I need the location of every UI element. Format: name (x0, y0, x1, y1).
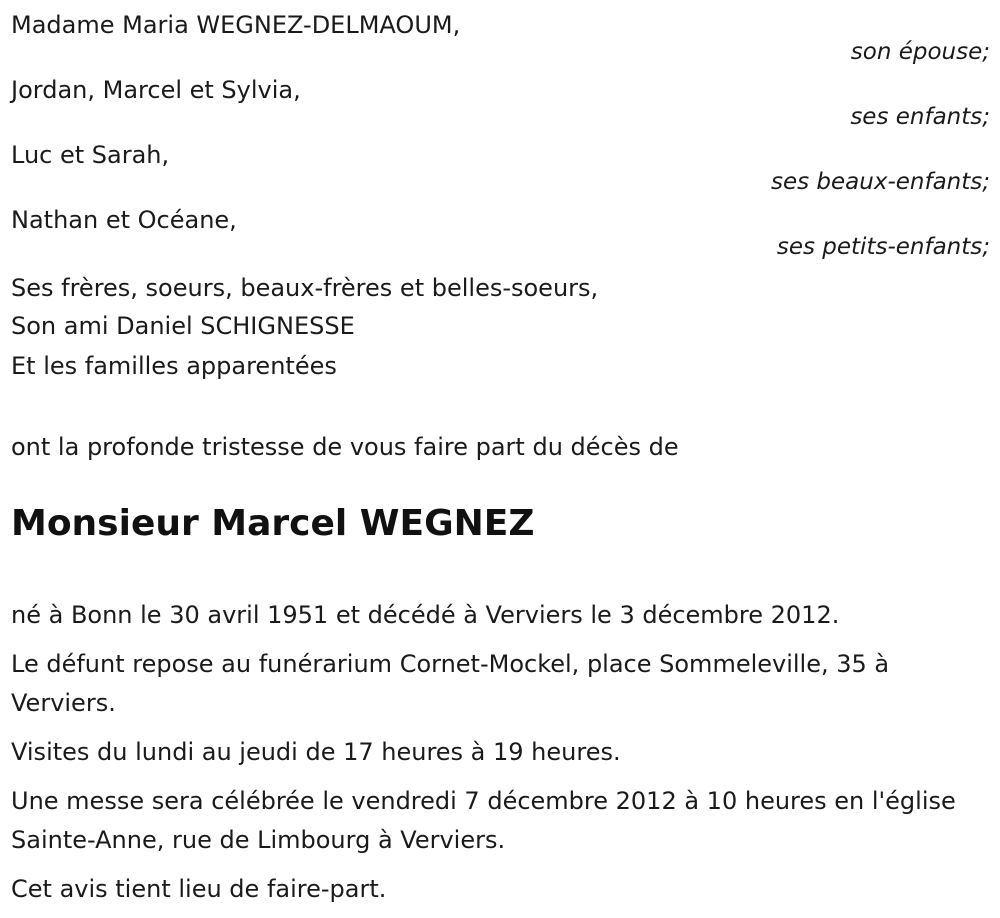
family-member-name: Nathan et Océane, (11, 206, 237, 234)
mass-line: Une messe sera célébrée le vendredi 7 décembre 2012 à 10 heures en l'église Sainte-Anne, rue de Limbourg à Verviers. (11, 787, 956, 854)
other-mourners (11, 270, 990, 386)
birth-death-line: né à Bonn le 30 avril 1951 et décédé à Verviers le 3 décembre 2012. (11, 601, 840, 629)
family-entry (11, 195, 990, 260)
visiting-hours-line: Visites du lundi au jeudi de 17 heures à 19 heures. (11, 738, 621, 766)
family-relation: ses enfants; (850, 104, 990, 130)
closing-line: Cet avis tient lieu de faire-part. (11, 875, 387, 903)
family-entry (11, 130, 990, 195)
deceased-name: Monsieur Marcel WEGNEZ (11, 503, 535, 544)
family-relation: son épouse; (850, 39, 990, 65)
family-member-name: Jordan, Marcel et Sylvia, (11, 76, 301, 104)
announcement-intro: ont la profonde tristesse de vous faire part du décès de (11, 433, 679, 461)
family-list (11, 0, 990, 260)
family-member-name: Madame Maria WEGNEZ-DELMAOUM, (11, 11, 461, 39)
other-mourners-line: Et les familles apparentées (11, 352, 337, 380)
other-mourners-line: Ses frères, soeurs, beaux-frères et belles-soeurs, (11, 274, 599, 302)
notice-details (11, 596, 990, 909)
family-relation: ses beaux-enfants; (770, 169, 990, 195)
funeral-home-line: Le défunt repose au funérarium Cornet-Mockel, place Sommeleville, 35 à Verviers. (11, 650, 890, 717)
family-entry (11, 0, 990, 65)
other-mourners-line: Son ami Daniel SCHIGNESSE (11, 312, 355, 340)
family-member-name: Luc et Sarah, (11, 141, 170, 169)
family-relation: ses petits-enfants; (776, 234, 990, 260)
family-entry (11, 65, 990, 130)
